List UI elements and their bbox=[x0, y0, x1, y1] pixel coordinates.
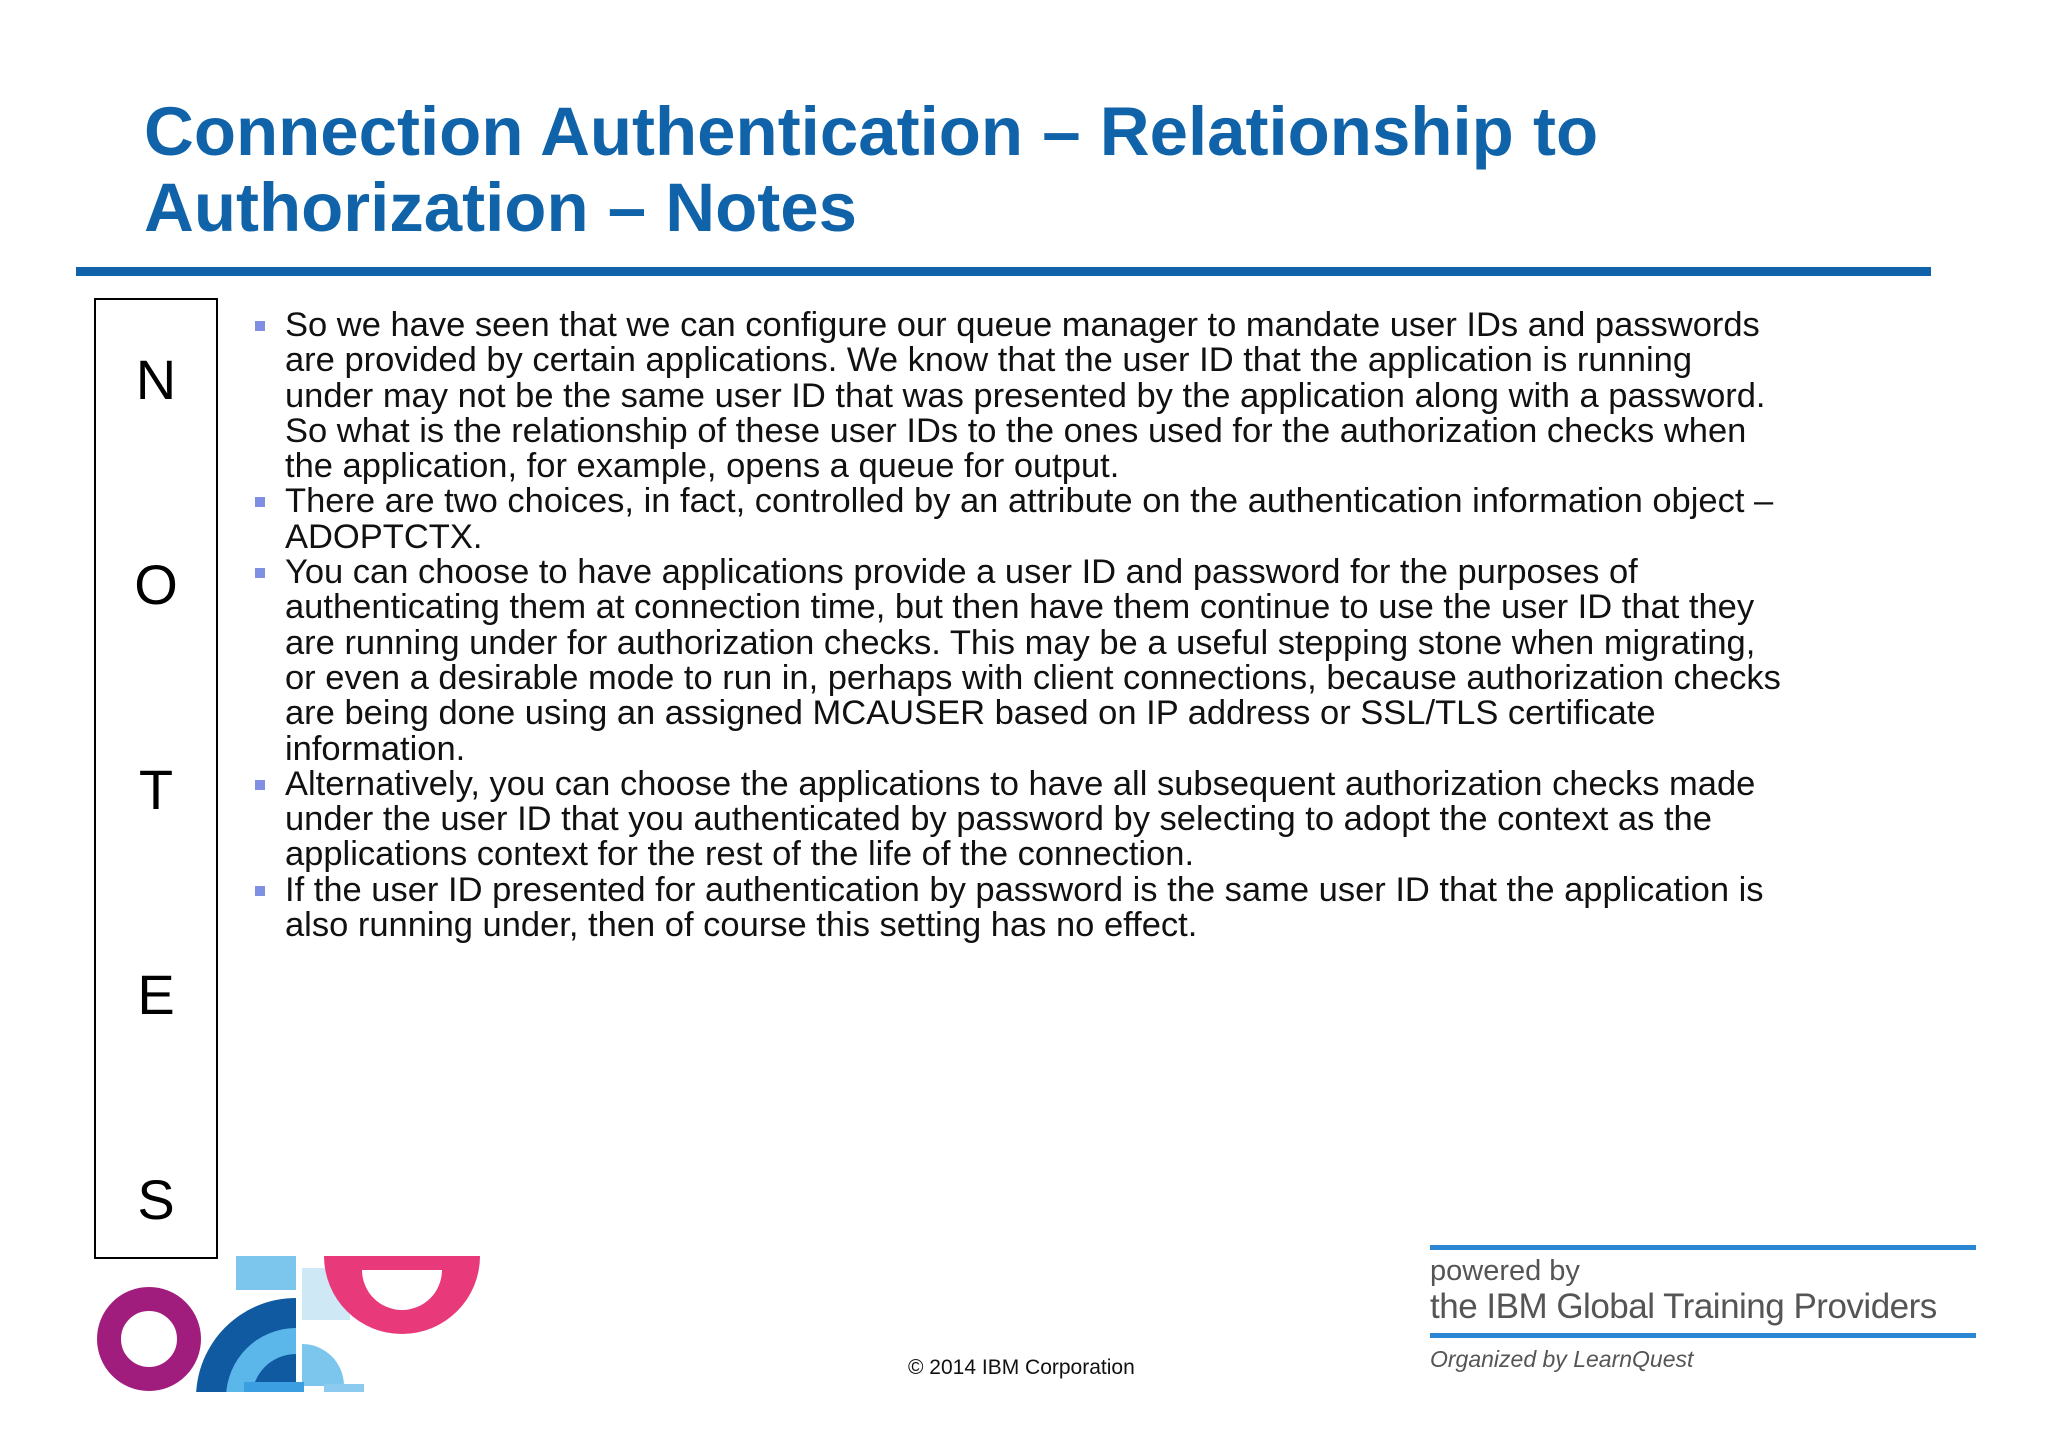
bullet-line: under the user ID that you authenticated by password by selecting to adopt the context as the bbox=[285, 800, 1712, 839]
bullet-line: applications context for the rest of the life of the connection. bbox=[285, 835, 1195, 874]
bullet-line: Alternatively, you can choose the applications to have all subsequent authorization checks made bbox=[285, 764, 1756, 803]
bullet-line: are being done using an assigned MCAUSER based on IP address or SSL/TLS certificate bbox=[285, 694, 1656, 733]
bullet-line: So we have seen that we can configure our queue manager to mandate user IDs and passwords bbox=[285, 306, 1760, 344]
square-bullet-icon bbox=[255, 780, 265, 790]
slide-title bbox=[144, 94, 1944, 246]
square-bullet-icon bbox=[255, 886, 265, 896]
slide-title-line-2: Authorization – Notes bbox=[144, 169, 858, 246]
bullet-line: are running under for authorization checks. This may be a useful stepping stone when migrating, bbox=[285, 623, 1756, 662]
title-divider bbox=[76, 267, 1931, 276]
bullet-line: also running under, then of course this setting has no effect. bbox=[285, 906, 1198, 945]
square-bullet-icon bbox=[255, 568, 265, 578]
bullet-line: If the user ID presented for authentication by password is the same user ID that the application is bbox=[285, 870, 1764, 909]
bullet-line: information. bbox=[285, 729, 466, 768]
notes-letter-e: E bbox=[137, 963, 175, 1026]
bullet-line: authenticating them at connection time, but then have them continue to use the user ID that they bbox=[285, 588, 1755, 627]
bullet-line: the application, for example, opens a queue for output. bbox=[285, 447, 1120, 486]
bullet-item bbox=[254, 308, 1914, 484]
bullet-line: or even a desirable mode to run in, perhaps with client connections, because authorization checks bbox=[285, 658, 1781, 697]
decorative-logo-graphic bbox=[94, 1256, 480, 1392]
bullet-item bbox=[254, 764, 1914, 874]
bullet-line: You can choose to have applications provide a user ID and password for the purposes of bbox=[285, 553, 1638, 592]
bullet-line: are provided by certain applications. We know that the user ID that the application is running bbox=[285, 341, 1693, 380]
bullet-item bbox=[254, 555, 1914, 767]
training-provider-name: the IBM Global Training Providers bbox=[1430, 1287, 1937, 1326]
bullet-line: There are two choices, in fact, controlled by an attribute on the authentication information object – bbox=[285, 482, 1774, 521]
slide-title-line-1: Connection Authentication – Relationship to bbox=[144, 93, 1599, 170]
notes-sidebar bbox=[94, 298, 218, 1259]
notes-letter-o: O bbox=[134, 553, 178, 616]
notes-bullet-list bbox=[254, 308, 1914, 943]
copyright-text: © 2014 IBM Corporation bbox=[908, 1356, 1135, 1379]
square-bullet-icon bbox=[255, 497, 265, 507]
notes-letter-n: N bbox=[135, 348, 177, 411]
notes-letter-t: T bbox=[138, 758, 174, 821]
bullet-line: under may not be the same user ID that was presented by the application along with a password. bbox=[285, 376, 1766, 415]
powered-by-label: powered by bbox=[1430, 1255, 1580, 1287]
branding-bottom-rule bbox=[1430, 1333, 1976, 1338]
bullet-line: ADOPTCTX. bbox=[285, 517, 483, 556]
notes-letter-s: S bbox=[137, 1168, 175, 1231]
bullet-item bbox=[254, 870, 1914, 945]
bullet-line: So what is the relationship of these user IDs to the ones used for the authorization checks when bbox=[285, 411, 1747, 450]
organized-by-label: Organized by LearnQuest bbox=[1430, 1346, 1694, 1372]
bullet-item bbox=[254, 484, 1914, 555]
branding-top-rule bbox=[1430, 1245, 1976, 1250]
square-bullet-icon bbox=[255, 321, 265, 331]
